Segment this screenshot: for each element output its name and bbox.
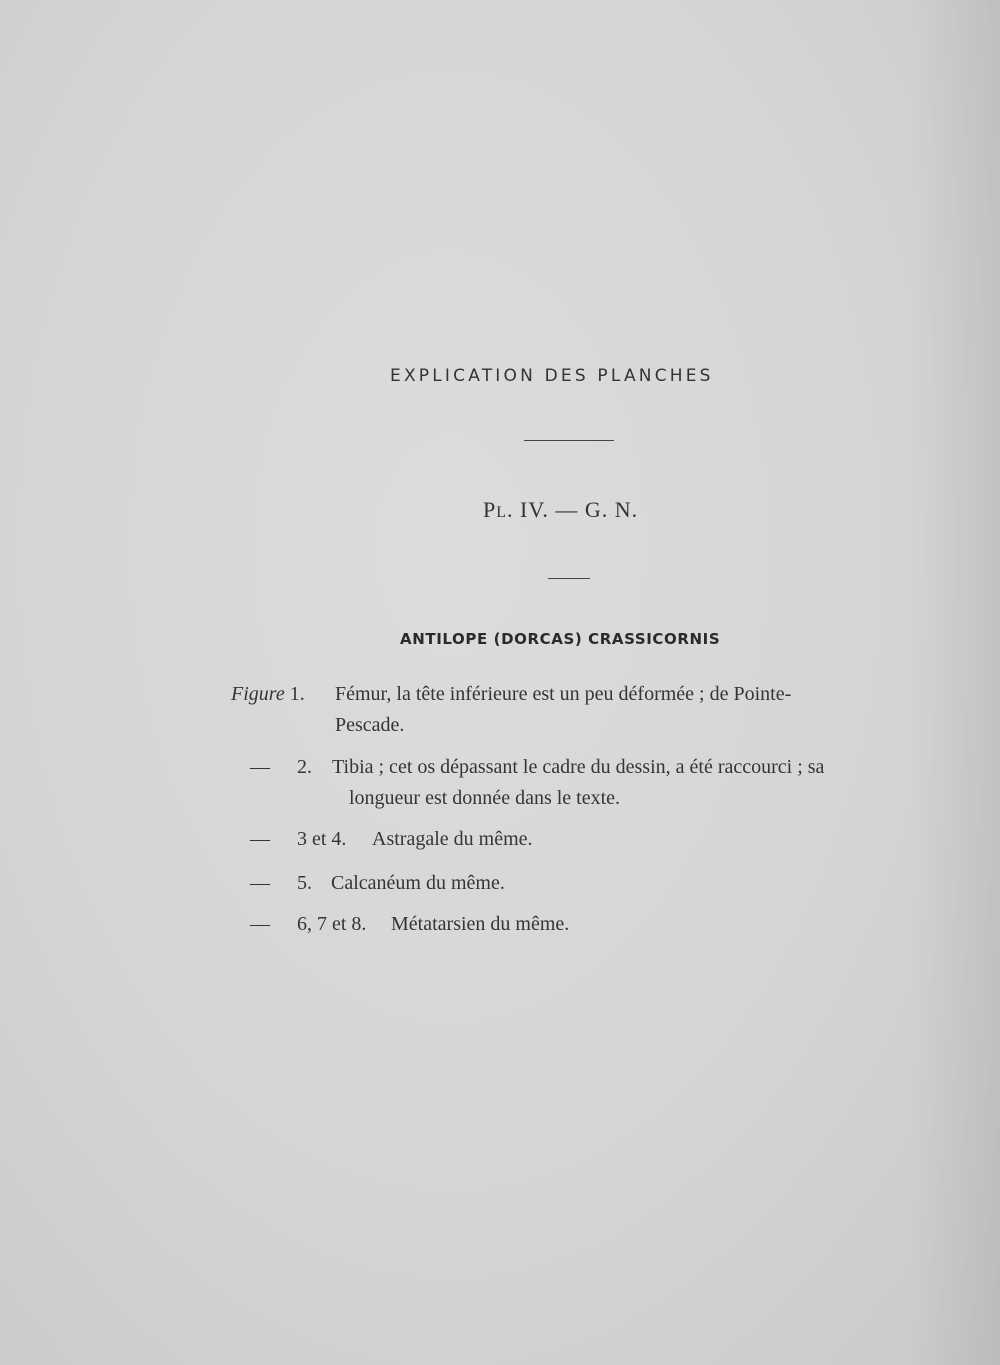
figure-entry: [0, 824, 1000, 855]
figure-description: Calcanéum du même.: [331, 872, 505, 894]
figure-description: Fémur, la tête inférieure est un peu déformée ; de Pointe-: [335, 683, 792, 705]
plate-title: [483, 497, 638, 523]
divider-rule-top: [524, 440, 614, 441]
section-heading: EXPLICATION DES PLANCHES: [390, 366, 714, 386]
figure-entry: [0, 909, 1000, 940]
figure-entry: [0, 868, 1000, 899]
figure-number: 6, 7 et 8.: [297, 913, 367, 935]
figure-description-continued: Pescade.: [335, 714, 405, 736]
figure-word: Figure: [231, 683, 285, 705]
figure-description: Astragale du même.: [372, 828, 533, 850]
figure-label: [231, 679, 305, 710]
figure-number: 3 et 4.: [297, 828, 347, 850]
ditto-dash: —: [250, 913, 270, 935]
figure-entry: [0, 752, 1000, 814]
figure-description-continued: longueur est donnée dans le texte.: [349, 787, 621, 809]
figure-description: Tibia ; cet os dépassant le cadre du dessin, a été raccourci ; sa: [332, 756, 825, 778]
figure-description: Métatarsien du même.: [391, 913, 570, 935]
species-title: ANTILOPE (DORCAS) CRASSICORNIS: [400, 630, 721, 648]
ditto-dash: —: [250, 756, 270, 778]
ditto-dash: —: [250, 828, 270, 850]
plate-prefix-rest: L: [496, 504, 508, 521]
divider-rule-bottom: [548, 578, 590, 579]
plate-title-rest: . IV. — G. N.: [507, 497, 639, 522]
figure-number: 2.: [297, 756, 312, 778]
figure-entry: [0, 679, 1000, 741]
plate-prefix-initial: P: [483, 497, 497, 522]
figure-number: 5.: [297, 872, 312, 894]
ditto-dash: —: [250, 872, 270, 894]
figure-number: 1.: [284, 683, 305, 705]
